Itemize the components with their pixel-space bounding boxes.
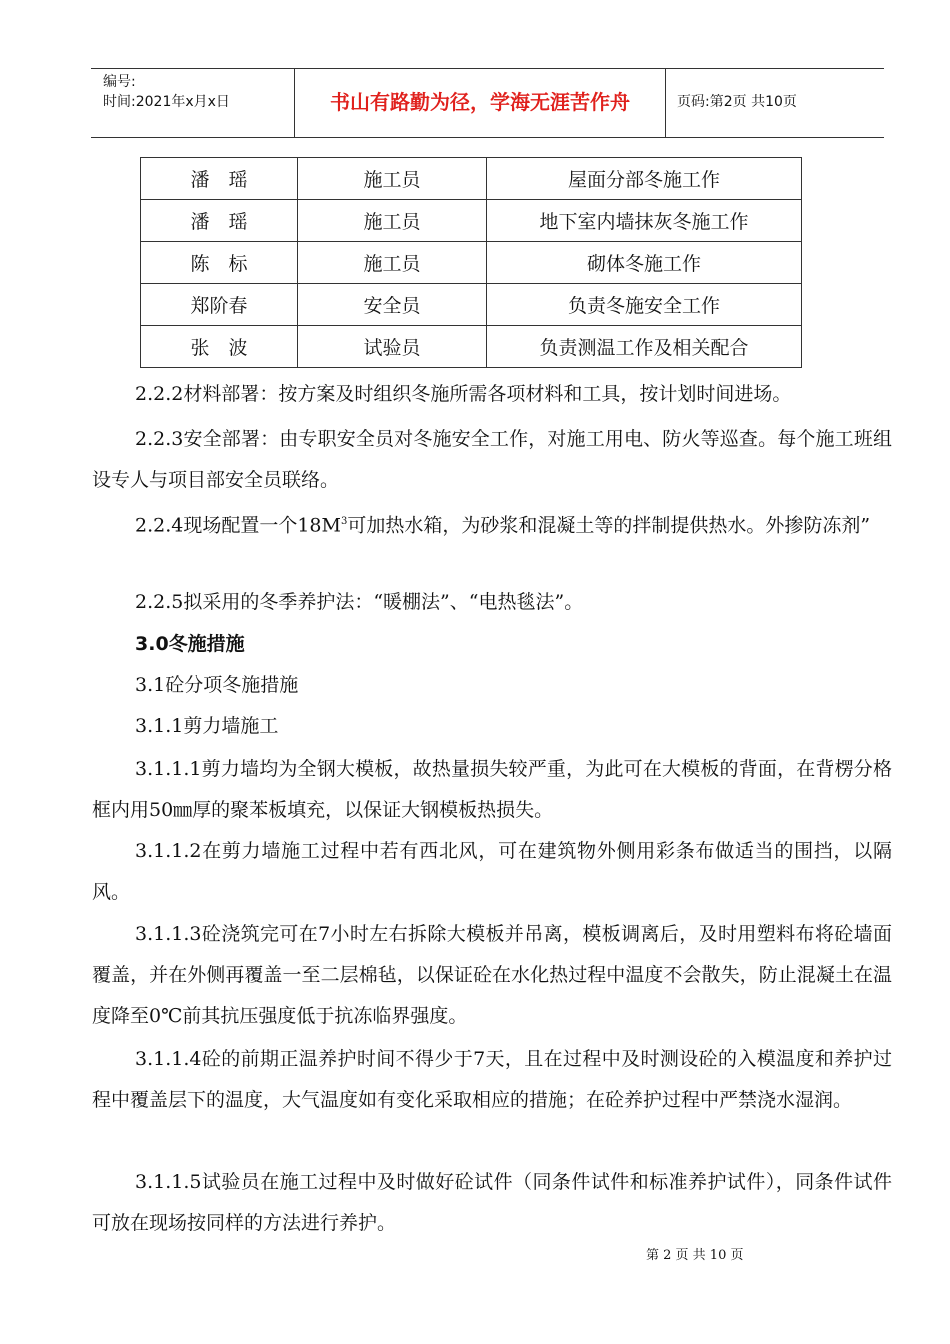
table-row: [141, 158, 802, 200]
para-2-2-2: 2.2.2材料部署：按方案及时组织冬施所需各项材料和工具，按计划时间进场。: [135, 383, 792, 405]
duty-cell: 负责测温工作及相关配合: [487, 326, 802, 368]
duty-cell: 地下室内墙抹灰冬施工作: [487, 200, 802, 242]
staff-table: [140, 157, 802, 368]
time-label: 时间:2021年x月x日: [103, 94, 230, 110]
name-cell: 张 波: [141, 326, 298, 368]
header-motto: 书山有路勤为径，学海无涯苦作舟: [330, 90, 630, 114]
para-2-2-4-a: 2.2.4现场配置一个18M: [135, 514, 341, 537]
name-cell: 潘 瑶: [141, 158, 298, 200]
name-cell: 郑阶春: [141, 284, 298, 326]
section-heading: 3.0冬施措施: [135, 633, 245, 655]
header-divider: [665, 69, 666, 137]
para-3-1-1-4: 3.1.1.4砼的前期正温养护时间不得少于7天，且在过程中及时测设砼的入模温度和养护过程中覆盖层下的温度，大气温度如有变化采取相应的措施；在砼养护过程中严禁浇水湿润。: [92, 1048, 892, 1111]
para-3-1-1-1: 3.1.1.1剪力墙均为全钢大模板，故热量损失较严重，为此可在大模板的背面，在背楞分格框内用50㎜厚的聚苯板填充，以保证大钢模板热损失。: [92, 758, 892, 821]
duty-cell: 负责冬施安全工作: [487, 284, 802, 326]
page-label: 页码:第2页 共10页: [677, 94, 797, 110]
role-cell: 施工员: [298, 200, 487, 242]
name-cell: 陈 标: [141, 242, 298, 284]
role-cell: 施工员: [298, 158, 487, 200]
duty-cell: 砌体冬施工作: [487, 242, 802, 284]
para-3-1-1-5: 3.1.1.5试验员在施工过程中及时做好砼试件（同条件试件和标准养护试件），同条件试件可放在现场按同样的方法进行养护。: [92, 1171, 892, 1234]
para-3-1-1-3: 3.1.1.3砼浇筑完可在7小时左右拆除大模板并吊离，模板调离后，及时用塑料布将砼墙面覆盖，并在外侧再覆盖一至二层棉毡，以保证砼在水化热过程中温度不会散失，防止混凝土在温度降至0℃前其抗压强度低于抗冻临界强度。: [92, 923, 892, 1027]
table-row: [141, 284, 802, 326]
duty-cell: 屋面分部冬施工作: [487, 158, 802, 200]
para-2-2-4-b: 可加热水箱，为砂浆和混凝土等的拌制提供热水。外掺防冻剂”: [347, 514, 871, 537]
subsection-heading: 3.1砼分项冬施措施: [135, 674, 299, 696]
para-3-1-1-2: 3.1.1.2在剪力墙施工过程中若有西北风，可在建筑物外侧用彩条布做适当的围挡，以隔风。: [92, 840, 892, 903]
name-cell: 潘 瑶: [141, 200, 298, 242]
header-meta: [103, 72, 230, 112]
table-row: [141, 200, 802, 242]
role-cell: 施工员: [298, 242, 487, 284]
role-cell: 安全员: [298, 284, 487, 326]
table-row: [141, 242, 802, 284]
para-2-2-3: 2.2.3安全部署：由专职安全员对冬施安全工作，对施工用电、防火等巡查。每个施工班组设专人与项目部安全员联络。: [92, 428, 892, 491]
page-footer: 第 2 页 共 10 页: [646, 1248, 744, 1263]
para-2-2-4: [92, 501, 892, 546]
number-label: 编号:: [103, 74, 136, 90]
table-row: [141, 326, 802, 368]
para-2-2-5: 2.2.5拟采用的冬季养护法：“暖棚法”、“电热毯法”。: [135, 591, 584, 613]
subsection-heading: 3.1.1剪力墙施工: [135, 715, 279, 737]
role-cell: 试验员: [298, 326, 487, 368]
superscript: 3: [340, 516, 348, 527]
page-header: [91, 68, 884, 138]
